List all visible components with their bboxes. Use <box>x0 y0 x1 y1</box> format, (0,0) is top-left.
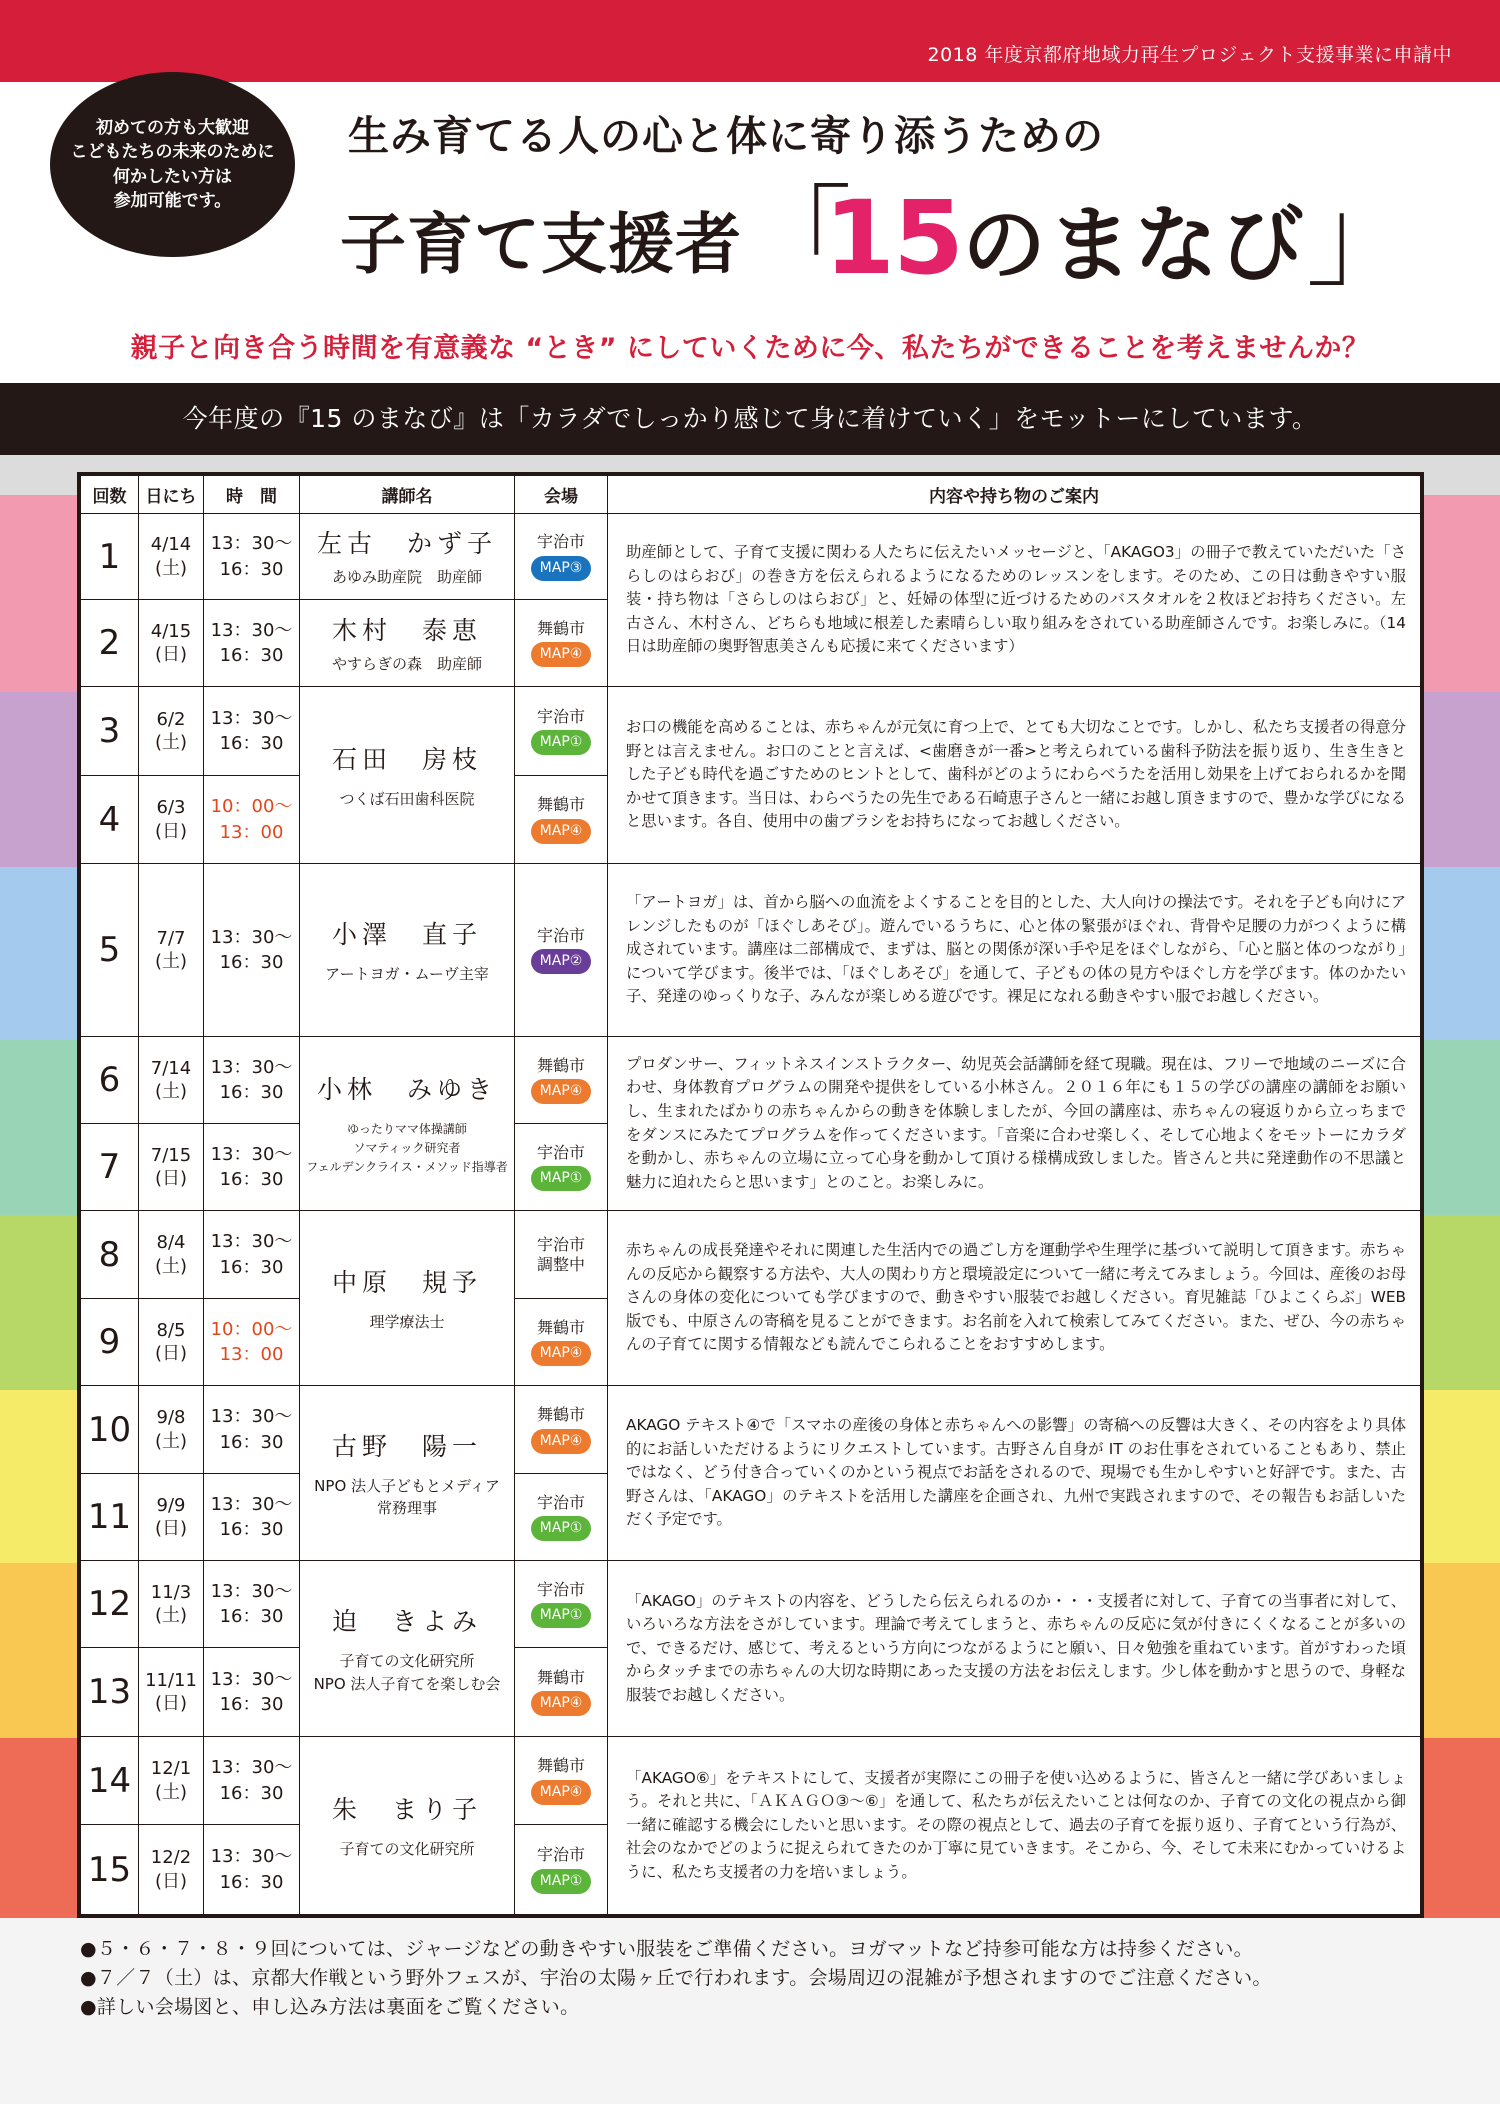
instructor-affiliation: NPO 法人子どもとメディア <box>314 1476 500 1495</box>
session-time <box>204 1825 300 1914</box>
session-number: 6 <box>81 1037 139 1124</box>
start-time: 13：30〜 <box>210 1406 293 1428</box>
session-date <box>139 1037 204 1124</box>
circle-line: 初めての方も大歓迎 <box>96 118 249 139</box>
session-time <box>204 864 300 1037</box>
start-time: 13：30〜 <box>210 533 293 555</box>
session-venue <box>515 1211 608 1299</box>
instructor-affiliation: ソマティック研究者 <box>353 1140 461 1155</box>
weekday-text: (土) <box>154 732 188 753</box>
instructor-affiliation: ゆったりママ体操講師 <box>347 1121 467 1136</box>
session-time <box>204 1299 300 1386</box>
session-description: 「AKAGO」のテキストの内容を、どうしたら伝えられるのか・・・支援者に対して、子育ての当事者に対して、いろいろな方法をさがしています。理論で考えてしまうと、赤ちゃんの反応に気が付きにくくなることが多いので、できるだけ、感じて、考えるという方向につながるようにと願い、日々勉強を重ねています。首がすわった頃からタッチまでの赤ちゃんの大切な時期にあった支援の方法をお伝えします。少し体を動かすと思うので、身軽な服装でお越しください。 <box>608 1561 1420 1737</box>
session-number: 4 <box>81 776 139 864</box>
session-time <box>204 600 300 687</box>
project-note: 2018 年度京都府地域力再生プロジェクト支援事業に申請中 <box>927 44 1452 66</box>
session-number: 5 <box>81 864 139 1037</box>
session-venue <box>515 864 608 1037</box>
date-text: 9/8 <box>156 1407 186 1429</box>
session-number: 9 <box>81 1299 139 1386</box>
instructor-name: 迫 きよみ <box>331 1607 482 1636</box>
venue-city: 宇治市 <box>536 1142 585 1162</box>
venue-city: 宇治市 <box>536 1579 585 1599</box>
start-time: 13：30〜 <box>210 1668 293 1690</box>
footer-note: ●７／７（土）は、京都大作戦という野外フェスが、宇治の太陽ヶ丘で行われます。会場周辺の混雑が予想されますのでご注意ください。 <box>80 1967 1272 1989</box>
map-badge: MAP④ <box>531 1429 591 1454</box>
session-date <box>139 1474 204 1561</box>
session-time <box>204 1737 300 1825</box>
date-text: 11/11 <box>145 1669 197 1691</box>
page-title <box>340 158 1416 318</box>
session-venue <box>515 1474 608 1561</box>
session-number: 14 <box>81 1737 139 1825</box>
weekday-text: (土) <box>154 1255 188 1277</box>
instructor-cell <box>300 1037 515 1211</box>
instructor-affiliation: やすらぎの森 助産師 <box>331 654 482 673</box>
session-venue <box>515 600 608 687</box>
venue-city: 宇治市 <box>536 1235 585 1255</box>
instructor-name: 石田 房枝 <box>331 744 482 774</box>
end-time: 16：30 <box>219 1606 284 1627</box>
instructor-affiliation: NPO 法人子育てを楽しむ会 <box>313 1674 501 1693</box>
map-badge: MAP① <box>531 730 591 755</box>
session-number: 15 <box>81 1825 139 1914</box>
session-number: 10 <box>81 1386 139 1474</box>
session-time <box>204 1474 300 1561</box>
date-text: 7/7 <box>156 927 186 949</box>
instructor-cell <box>300 687 515 864</box>
schedule-table <box>77 472 1424 1918</box>
session-venue <box>515 1037 608 1124</box>
venue-city: 宇治市 <box>536 532 585 552</box>
instructor-name: 木村 泰恵 <box>331 615 482 645</box>
start-time: 13：30〜 <box>210 707 293 729</box>
venue-city: 宇治市 <box>536 1492 585 1512</box>
date-text: 8/4 <box>156 1232 186 1254</box>
end-time: 16：30 <box>219 952 284 973</box>
end-time: 16：30 <box>219 1871 284 1893</box>
instructor-name: 中原 規予 <box>331 1267 482 1297</box>
date-text: 4/14 <box>150 534 192 556</box>
date-text: 12/1 <box>150 1758 192 1780</box>
session-description: 「アートヨガ」は、首から脳への血流をよくすることを目的とした、大人向けの操法です。それを子ども向けにアレンジしたものが「ほぐしあそび」。遊んでいるうちに、心と体の緊張がほぐれ、背骨や足腰の力がつくように構成されています。講座は二部構成で、まずは、脳との関係が深い手や足をほぐしながら、「心と脳と体のつながり」について学びます。後半では、「ほぐしあそび」を通して、子どもの体の見方やほぐし方を学びます。体のかたい子、発達のゆっくりな子、みんなが楽しめる遊びです。裸足になれる動きやすい服でお越しください。 <box>608 864 1420 1037</box>
instructor-cell <box>300 1211 515 1386</box>
session-venue <box>515 1561 608 1648</box>
session-venue <box>515 776 608 864</box>
session-time <box>204 1124 300 1211</box>
session-number: 11 <box>81 1474 139 1561</box>
session-number: 8 <box>81 1211 139 1299</box>
session-number: 13 <box>81 1648 139 1737</box>
map-badge: MAP④ <box>531 642 591 667</box>
venue-city: 舞鶴市 <box>536 618 585 638</box>
start-time: 13：30〜 <box>210 1143 293 1165</box>
session-number: 3 <box>81 687 139 776</box>
session-time <box>204 776 300 864</box>
start-time: 10：00〜 <box>210 796 293 818</box>
weekday-text: (日) <box>154 1693 188 1714</box>
session-time <box>204 1211 300 1299</box>
session-venue <box>515 1825 608 1914</box>
session-time <box>204 687 300 776</box>
map-badge: MAP③ <box>531 556 591 581</box>
session-venue <box>515 1386 608 1474</box>
session-date <box>139 1211 204 1299</box>
map-badge: MAP④ <box>531 1341 591 1366</box>
venue-city: 宇治市 <box>536 925 585 945</box>
map-badge: MAP① <box>531 1869 591 1894</box>
instructor-affiliation: あゆみ助産院 助産師 <box>331 568 482 587</box>
session-venue <box>515 1737 608 1825</box>
instructor-affiliation: 常務理事 <box>376 1499 437 1517</box>
session-number: 12 <box>81 1561 139 1648</box>
session-description: 「AKAGO⑥」をテキストにして、支援者が実際にこの冊子を使い込めるように、皆さんと一緒に学びあいましょう。それと共に、「ＡＫＡＧＯ③〜⑥」を通して、私たちが伝えたいことは何なのか、子育ての文化の視点から御一緒に確認する機会にしたいと思います。その際の視点として、過去の子育てを振り返り、子育てという行為が、社会のなかでどのように捉えられてきたのか丁寧に見ていきます。そこから、今、そして未来にむかっていけるように、私たち支援者の力を培いましょう。 <box>626 1768 1406 1881</box>
venue-city: 舞鶴市 <box>536 1756 585 1776</box>
date-text: 11/3 <box>150 1581 192 1603</box>
end-time: 16：30 <box>219 558 284 580</box>
session-time <box>204 1386 300 1474</box>
session-venue <box>515 1648 608 1737</box>
start-time: 13：30〜 <box>210 926 293 948</box>
map-badge: MAP① <box>531 1166 591 1191</box>
venue-city: 宇治市 <box>536 706 585 726</box>
welcome-circle <box>50 72 295 257</box>
weekday-text: (日) <box>154 1518 188 1539</box>
session-number: 2 <box>81 600 139 687</box>
end-time: 16：30 <box>219 645 284 666</box>
weekday-text: (土) <box>154 951 188 972</box>
session-description: 助産師として、子育て支援に関わる人たちに伝えたいメッセージと、「AKAGO3」の冊子で教えていただいた「さらしのはらおび」の巻き方を伝えられるようになるためのレッスンをします。そのため、この日は動きやすい服装・持ち物は「さらしのはらおび」と、妊婦の体型に近づけるためのバスタオルを２枚ほどお持ちください。左古さん、木村さん、どちらも地域に根差した素晴らしい取り組みをされている助産師さんです。お楽しみに。（14 日は助産師の奥野智恵美さんも応援に来てくださいます） <box>608 514 1420 687</box>
session-date <box>139 1299 204 1386</box>
session-time <box>204 1561 300 1648</box>
session-date <box>139 1825 204 1914</box>
weekday-text: (日) <box>154 1870 188 1892</box>
end-time: 13：00 <box>219 821 284 843</box>
top-red-bar <box>0 0 1500 82</box>
circle-line: 参加可能です。 <box>113 190 232 211</box>
header-venue: 会場 <box>515 476 608 514</box>
weekday-text: (土) <box>154 1605 188 1626</box>
start-time: 13：30〜 <box>210 1846 293 1868</box>
end-time: 16：30 <box>219 1431 284 1453</box>
weekday-text: (土) <box>154 1081 188 1102</box>
session-date <box>139 514 204 600</box>
session-time <box>204 1648 300 1737</box>
instructor-name: 左古 かず子 <box>316 529 497 559</box>
start-time: 13：30〜 <box>210 1231 293 1253</box>
title-bracket-open: 「 <box>742 174 852 302</box>
session-number: 7 <box>81 1124 139 1211</box>
title-number: 15 <box>824 178 962 298</box>
instructor-name: 古野 陽一 <box>331 1431 482 1461</box>
session-number: 1 <box>81 514 139 600</box>
date-text: 6/2 <box>156 708 186 730</box>
end-time: 16：30 <box>219 1782 284 1804</box>
weekday-text: (土) <box>154 1430 188 1452</box>
lead-text: 親子と向き合う時間を有意義な “とき” にしていくために今、私たちができることを考えませんか？ <box>130 333 1370 364</box>
map-badge: MAP④ <box>531 1780 591 1805</box>
date-text: 4/15 <box>150 620 192 642</box>
date-text: 9/9 <box>156 1494 186 1516</box>
circle-line: こどもたちの未来のために <box>70 142 275 163</box>
session-date <box>139 1561 204 1648</box>
session-venue <box>515 687 608 776</box>
motto-banner: 今年度の『15 のまなび』は「カラダでしっかり感じて身に着けていく」をモットーにしています。 <box>0 383 1500 455</box>
instructor-affiliation: 理学療法士 <box>369 1312 445 1331</box>
instructor-affiliation: アートヨガ・ムーヴ主宰 <box>325 964 489 983</box>
session-description: 赤ちゃんの成長発達やそれに関連した生活内での過ごし方を運動学や生理学に基づいて説明して頂きます。赤ちゃんの反応から観察する方法や、大人の関わり方と環境設定について一緒に考えてみましょう。今回は、産後のお母さんの身体の変化についても学びますので、動きやすい服装でお越しください。育児雑誌「ひよこくらぶ」WEB 版でも、中原さんの寄稿を見ることができます。お名前を入れて検索してみてください。また、ぜひ、今の赤ちゃんの子育てに関する情報なども読んでこられることをおすすめします。 <box>608 1211 1420 1386</box>
weekday-text: (日) <box>154 1343 188 1364</box>
title-bracket-close: 」 <box>1305 174 1416 302</box>
session-date <box>139 600 204 687</box>
start-time: 13：30〜 <box>210 1056 293 1078</box>
venue-city: 宇治市 <box>536 1845 585 1865</box>
instructor-cell <box>300 514 515 600</box>
map-badge: MAP② <box>531 949 591 974</box>
session-description: プロダンサー、フィットネスインストラクター、幼児英会話講師を経て現職。現在は、フリーで地域のニーズに合わせ、身体教育プログラムの開発や提供をしている小林さん。２０１６年にも１５の学びの講座の講師をお願いし、生まれたばかりの赤ちゃんからの動きを体験しましたが、今回の講座は、赤ちゃんの寝返りから立っちまでをダンスにみたてプログラムを作ってくださいます。「音楽に合わせ楽しく、そして心地よくをモットーにカラダを動かし、赤ちゃんの立場に立って心身を動かして頂ける様構成致しました。皆さんと共に発達動作の不思議と魅力に迫れたらと思います」とのこと。お楽しみに。 <box>608 1037 1420 1211</box>
venue-city: 舞鶴市 <box>536 1667 585 1687</box>
footer-notes <box>0 1918 1500 2104</box>
header-instructor: 講師名 <box>300 476 515 514</box>
instructor-affiliation: つくば石田歯科医院 <box>339 789 475 808</box>
date-text: 12/2 <box>150 1847 192 1869</box>
session-date <box>139 1124 204 1211</box>
footer-note: ●詳しい会場図と、申し込み方法は裏面をご覧ください。 <box>80 1996 580 2018</box>
session-venue <box>515 514 608 600</box>
end-time: 16：30 <box>219 1082 284 1103</box>
session-time <box>204 1037 300 1124</box>
instructor-affiliation: 子育ての文化研究所 <box>339 1652 475 1670</box>
end-time: 16：30 <box>219 1519 284 1540</box>
start-time: 13：30〜 <box>210 1580 293 1602</box>
subtitle: 生み育てる人の心と体に寄り添うための <box>348 112 1104 160</box>
instructor-affiliation: フェルデンクライス・メソッド指導者 <box>306 1160 508 1175</box>
instructor-cell <box>300 1737 515 1914</box>
venue-city: 舞鶴市 <box>536 795 585 815</box>
map-badge: MAP④ <box>531 819 591 844</box>
venue-city: 舞鶴市 <box>536 1055 585 1075</box>
date-text: 7/15 <box>150 1144 192 1166</box>
weekday-text: (日) <box>154 820 188 842</box>
session-date <box>139 1648 204 1737</box>
date-text: 6/3 <box>156 797 186 819</box>
instructor-name: 小林 みゆき <box>316 1074 497 1104</box>
instructor-cell <box>300 864 515 1037</box>
instructor-name: 朱 まり子 <box>331 1795 482 1825</box>
header-time: 時 間 <box>204 476 300 514</box>
end-time: 16：30 <box>219 733 284 754</box>
session-venue <box>515 1124 608 1211</box>
circle-line: 何かしたい方は <box>113 166 232 187</box>
start-time: 10：00〜 <box>210 1318 293 1340</box>
footer-note: ●５・６・７・８・９回については、ジャージなどの動きやすい服装をご準備ください。ヨガマットなど持参可能な方は持参ください。 <box>80 1938 1253 1960</box>
session-date <box>139 1386 204 1474</box>
session-date <box>139 1737 204 1825</box>
session-description: AKAGO テキスト④で「スマホの産後の身体と赤ちゃんへの影響」の寄稿への反響は大きく、その内容をより具体的にお話しいただけるようにリクエストしています。古野さん自身が IT のお仕事をされていることもあり、禁止ではなく、どう付き合っていくのかという視点でお話をされるので、現場でも生かしやすいと好評です。また、古野さんは、「AKAGO」のテキストを活用した講座を企画され、九州で実践されますので、その報告もお話しいただく予定です。 <box>608 1386 1420 1561</box>
session-date <box>139 687 204 776</box>
map-badge: MAP① <box>531 1603 591 1628</box>
venue-status: 調整中 <box>536 1254 585 1274</box>
session-time <box>204 514 300 600</box>
weekday-text: (土) <box>154 557 188 579</box>
session-venue <box>515 1299 608 1386</box>
instructor-cell <box>300 1386 515 1561</box>
header-num: 回数 <box>81 476 139 514</box>
map-badge: MAP④ <box>531 1079 591 1104</box>
instructor-cell <box>300 600 515 687</box>
weekday-text: (日) <box>154 644 188 665</box>
title-suffix: のまなび <box>961 195 1306 294</box>
end-time: 13：00 <box>219 1344 284 1365</box>
venue-city: 舞鶴市 <box>536 1405 585 1425</box>
start-time: 13：30〜 <box>210 1493 293 1515</box>
session-description: お口の機能を高めることは、赤ちゃんが元気に育つ上で、とても大切なことです。しかし、私たち支援者の得意分野とは言えません。お口のことと言えば、<歯磨きが一番>と考えられている歯科予防法を振り返り、生き生きとした子ども時代を過ごすためのヒントとして、歯科がどのようにわらべうたを活用し効果を上げておられるかを聞かせて頂きます。当日は、わらべうたの先生である石崎恵子さんと一緒にお越し頂きますので、豊かな学びになると思います。各自、使用中の歯ブラシをお持ちになってお越しください。 <box>608 687 1420 864</box>
session-date <box>139 864 204 1037</box>
weekday-text: (土) <box>154 1781 188 1803</box>
weekday-text: (日) <box>154 1168 188 1189</box>
map-badge: MAP④ <box>531 1691 591 1716</box>
instructor-name: 小澤 直子 <box>331 919 482 949</box>
title-prefix: 子育て支援者 <box>340 205 742 283</box>
start-time: 13：30〜 <box>210 619 293 641</box>
start-time: 13：30〜 <box>210 1757 293 1779</box>
end-time: 16：30 <box>219 1256 284 1278</box>
end-time: 16：30 <box>219 1694 284 1715</box>
instructor-cell <box>300 1561 515 1737</box>
map-badge: MAP① <box>531 1516 591 1541</box>
end-time: 16：30 <box>219 1169 284 1190</box>
date-text: 8/5 <box>156 1319 186 1341</box>
header-content: 内容や持ち物のご案内 <box>608 476 1420 514</box>
session-date <box>139 776 204 864</box>
date-text: 7/14 <box>150 1057 192 1079</box>
venue-city: 舞鶴市 <box>536 1317 585 1337</box>
instructor-affiliation: 子育ての文化研究所 <box>339 1840 475 1859</box>
header-date: 日にち <box>139 476 204 514</box>
